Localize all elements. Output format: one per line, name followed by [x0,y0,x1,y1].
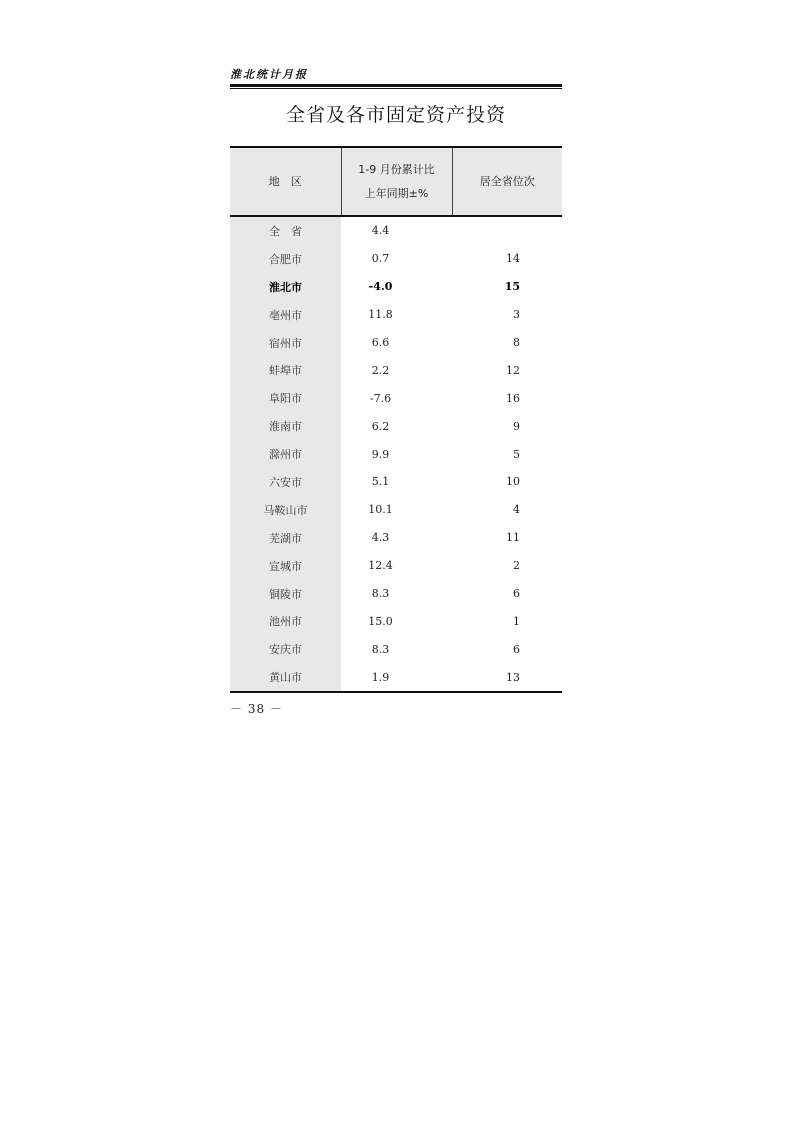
growth-cell: 15.0 [368,614,393,628]
growth-cell: 10.1 [368,503,393,517]
rank-cell: 6 [513,587,520,601]
rank-cell: 5 [513,447,520,461]
rank-cell: 6 [513,642,520,656]
publication-title: 淮北统计月报 [230,68,308,81]
region-cell: 滁州市 [230,440,341,468]
table-row [230,273,562,301]
table-row [230,216,562,245]
rank-cell: 15 [504,280,520,294]
column-header-growth-line1: 1-9 月份累计比 [358,162,435,176]
region-cell: 淮北市 [230,273,341,301]
table-row [230,524,562,552]
region-cell: 宿州市 [230,329,341,357]
investment-table [230,146,562,693]
header-rule [230,84,562,87]
region-cell: 宣城市 [230,552,341,580]
growth-cell: 1.9 [341,663,452,692]
growth-cell: 4.4 [371,224,390,238]
table-row [230,384,562,412]
table-row [230,552,562,580]
column-header-region: 地 区 [230,147,341,216]
growth-cell: 6.2 [371,419,390,433]
rank-cell: 16 [506,391,520,405]
table-row [230,635,562,663]
table-row [230,245,562,273]
table-row [230,356,562,384]
table-row [230,468,562,496]
growth-cell: 4.3 [371,531,390,545]
table-row [230,663,562,692]
column-header-growth-line2: 上年同期±% [364,186,429,200]
rank-cell: 13 [452,663,562,692]
region-cell: 合肥市 [230,245,341,273]
rank-cell: 14 [506,252,520,266]
running-header [230,66,562,89]
rank-cell [452,216,562,245]
region-cell: 马鞍山市 [230,496,341,524]
rank-cell: 9 [513,419,520,433]
rank-cell: 11 [506,531,520,545]
table-row [230,607,562,635]
region-cell: 铜陵市 [230,580,341,608]
rank-cell: 4 [513,503,520,517]
table-row [230,440,562,468]
region-cell: 芜湖市 [230,524,341,552]
region-cell: 池州市 [230,607,341,635]
growth-cell: -7.6 [369,391,392,405]
growth-cell: 11.8 [368,308,393,322]
region-cell: 六安市 [230,468,341,496]
rank-cell: 3 [513,308,520,322]
rank-cell: 1 [513,614,520,628]
growth-cell: 6.6 [371,336,390,349]
growth-cell: 12.4 [368,559,393,573]
growth-cell: 0.7 [371,252,390,266]
page-number: － 38 － [230,702,283,716]
growth-cell: 5.1 [371,475,390,489]
table-row [230,580,562,608]
region-cell: 全 省 [230,216,341,245]
column-header-rank: 居全省位次 [452,147,562,216]
growth-cell: 8.3 [371,642,390,656]
region-cell: 安庆市 [230,635,341,663]
column-header-growth [341,147,452,216]
region-cell: 蚌埠市 [230,356,341,384]
rank-cell: 10 [506,475,520,489]
region-cell: 亳州市 [230,301,341,329]
header-rule-thin [230,88,562,89]
growth-cell: 8.3 [371,587,390,601]
region-cell: 阜阳市 [230,384,341,412]
page-title: 全省及各市固定资产投资 [285,104,506,126]
region-cell: 黄山市 [230,663,341,692]
rank-cell: 12 [506,363,520,377]
table-row [230,301,562,329]
growth-cell: 9.9 [371,447,390,461]
table-header-row [230,147,562,216]
region-cell: 淮南市 [230,412,341,440]
table-row [230,496,562,524]
growth-cell: -4.0 [368,280,393,294]
table-row [230,412,562,440]
rank-cell: 8 [513,336,520,349]
table-row [230,329,562,357]
rank-cell: 2 [513,559,520,573]
growth-cell: 2.2 [371,363,390,377]
